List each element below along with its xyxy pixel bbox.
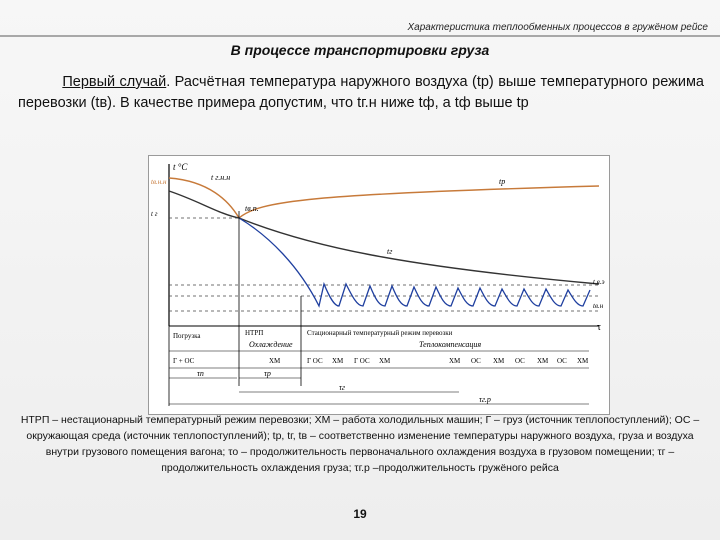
- y-label: t °C: [173, 162, 188, 172]
- curve-label: tв.н: [593, 302, 604, 310]
- phase-label: Погрузка: [173, 332, 201, 340]
- figure-caption: НТРП – нестационарный температурный режим перевозки; ХМ – работа холодильных машин; Г – груз (источник теплопоступлений); ОС – окружающая среда (источник теплопоступлений); tр, tг, tв – соответственно изменение температуры наружного воздуха, груза и воздуха внутри грузового помещения вагона; τо – продолжительность первоначального охлаждения воздуха в грузовом помещении; τг – продолжительность охлаждения груза; τг.р –продолжительность гружёного рейса: [20, 414, 700, 474]
- x-axis-label: τ: [597, 322, 602, 333]
- source-label: ХМ: [449, 357, 461, 365]
- y-label: t г: [151, 210, 158, 218]
- source-label: ОС: [471, 357, 481, 365]
- section-label: Теплокомпенсация: [419, 340, 482, 349]
- duration-label: τп: [197, 369, 204, 378]
- source-label: ХМ: [577, 357, 589, 365]
- section-subtitle: В процессе транспортировки груза: [230, 42, 490, 58]
- temperature-diagram: [148, 155, 610, 415]
- source-label: ХМ: [537, 357, 549, 365]
- header-divider: [0, 35, 720, 37]
- phase-label: Стационарный температурный режим перевозки: [307, 329, 453, 337]
- source-label: Г ОС: [307, 357, 323, 365]
- duration-label: τр: [264, 369, 271, 378]
- outside-temp-curve: [169, 178, 599, 218]
- curve-label: tг: [387, 247, 393, 256]
- y-label: tв.н.н: [151, 178, 167, 186]
- duration-label: τг.р: [479, 395, 491, 404]
- section-label: Охлаждение: [249, 340, 293, 349]
- page-number: 19: [353, 507, 367, 521]
- source-label: Г + ОС: [173, 357, 195, 365]
- source-label: ХМ: [493, 357, 505, 365]
- curve-label: tр: [499, 177, 506, 186]
- cargo-temp-curve: [169, 191, 599, 284]
- source-label: ХМ: [332, 357, 344, 365]
- case-label: Первый случай: [62, 74, 167, 90]
- paragraph-text: . Расчётная температура наружного воздуха (tр) выше температурного режима перевозки (tв). В качестве примера допустим, что tг.н ниже tф, а tф выше tр: [18, 74, 704, 111]
- header-title: Характеристика теплообменных процессов в гружёном рейсе: [407, 22, 708, 33]
- body-paragraph: [18, 72, 704, 114]
- source-label: Г ОС: [354, 357, 370, 365]
- curve-label: t г.н.н: [211, 173, 231, 182]
- phase-label: НТРП: [245, 329, 264, 337]
- diagram-svg: [149, 156, 609, 414]
- source-label: ОС: [557, 357, 567, 365]
- source-label: ХМ: [269, 357, 281, 365]
- curve-label: tв.п.: [245, 204, 259, 213]
- source-label: ОС: [515, 357, 525, 365]
- duration-label: τг: [339, 383, 345, 392]
- curve-label: t в.э: [593, 278, 605, 286]
- source-label: ХМ: [379, 357, 391, 365]
